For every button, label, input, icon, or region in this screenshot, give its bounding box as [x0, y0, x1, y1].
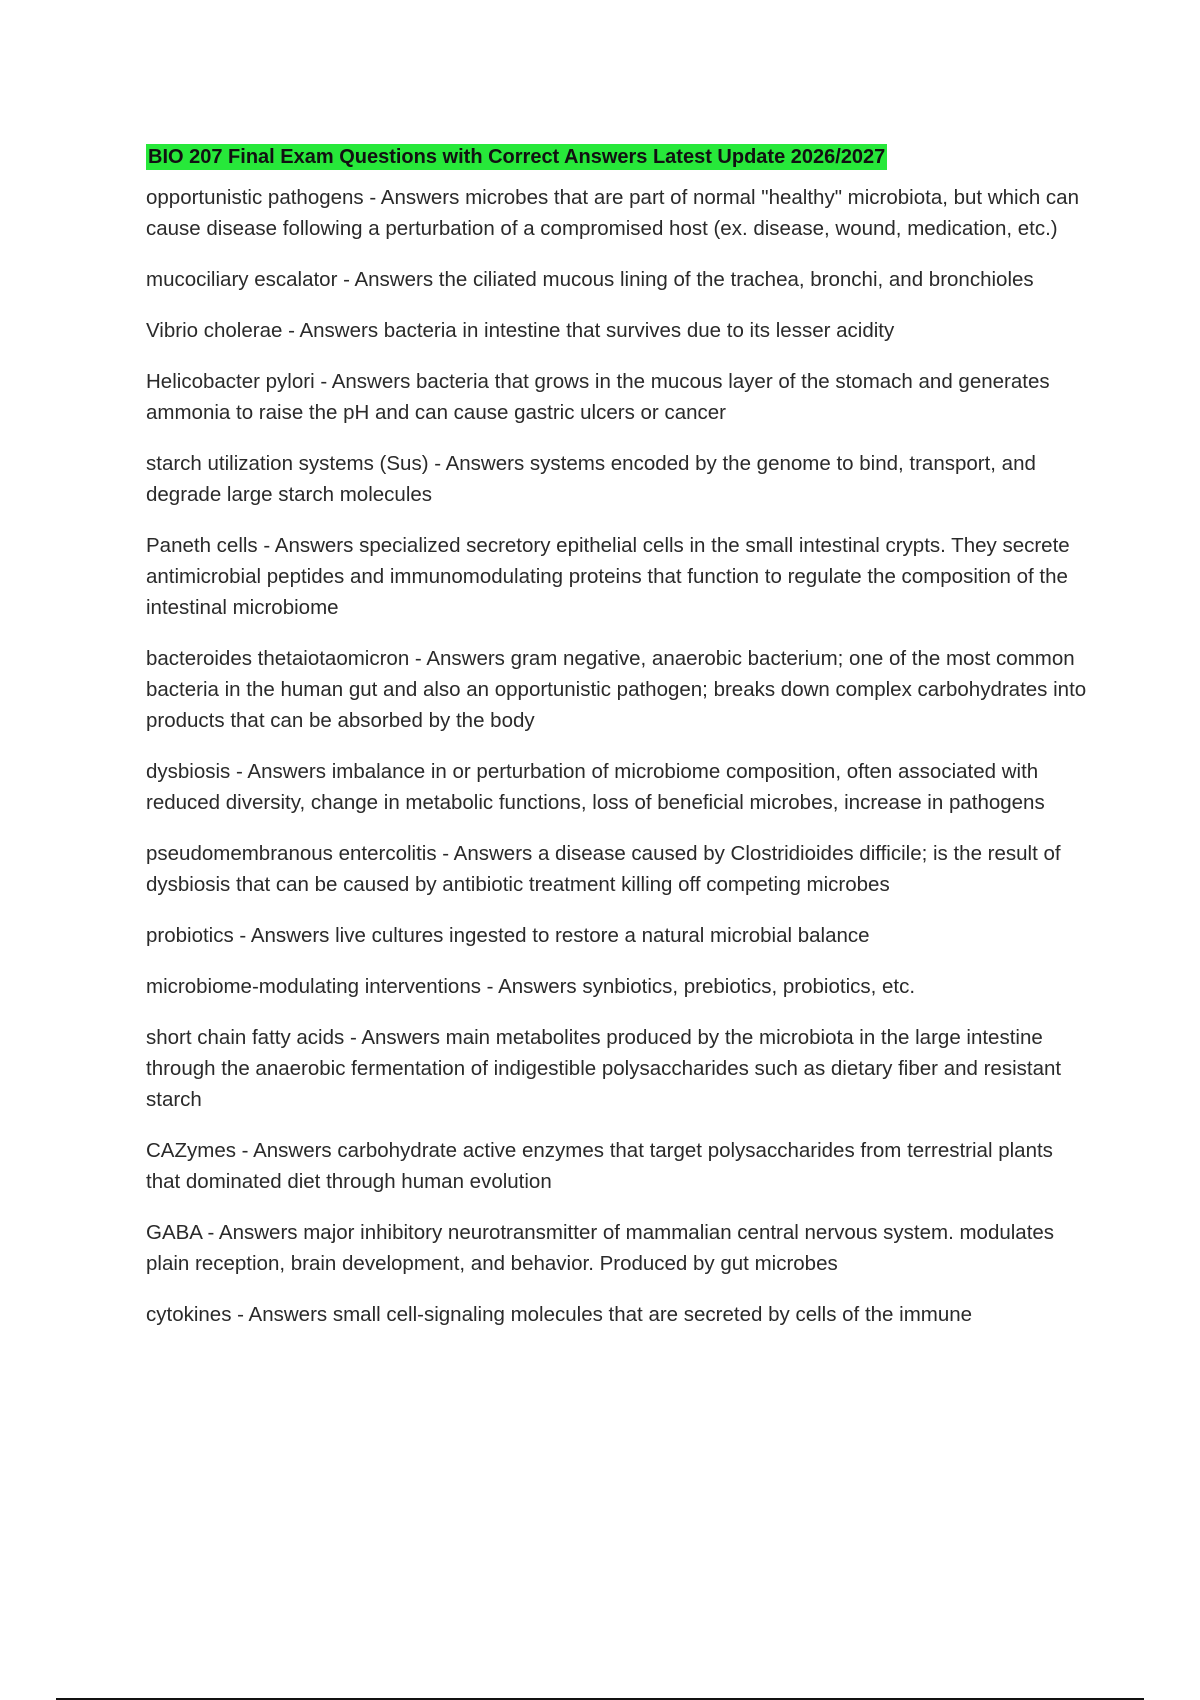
entry-gaba: GABA - Answers major inhibitory neurotransmitter of mammalian central nervous system. modulates plain reception, brain development, and behavior. Produced by gut microbes	[146, 1221, 1055, 1275]
entry-bacteroides-thetaiotaomicron: bacteroides thetaiotaomicron - Answers gram negative, anaerobic bacterium; one of the most common bacteria in the human gut and also an opportunistic pathogen; breaks down complex carbohydrates into products that can be absorbed by the body	[146, 647, 1087, 732]
entry-microbiome-modulating-interventions: microbiome-modulating interventions - Answers synbiotics, prebiotics, probiotics, etc.	[146, 975, 916, 998]
document-body	[146, 144, 1090, 1330]
entry-dysbiosis: dysbiosis - Answers imbalance in or perturbation of microbiome composition, often associated with reduced diversity, change in metabolic functions, loss of beneficial microbes, increase in pathogens	[146, 760, 1045, 814]
entry-pseudomembranous-entercolitis: pseudomembranous entercolitis - Answers a disease caused by Clostridioides difficile; is the result of dysbiosis that can be caused by antibiotic treatment killing off competing microbes	[146, 842, 1061, 896]
entry-cazymes: CAZymes - Answers carbohydrate active enzymes that target polysaccharides from terrestrial plants that dominated diet through human evolution	[146, 1139, 1053, 1193]
entry-helicobacter-pylori: Helicobacter pylori - Answers bacteria that grows in the mucous layer of the stomach and generates ammonia to raise the pH and can cause gastric ulcers or cancer	[146, 370, 1050, 424]
entry-cytokines: cytokines - Answers small cell-signaling molecules that are secreted by cells of the immune	[146, 1303, 973, 1326]
entry-mucociliary-escalator: mucociliary escalator - Answers the ciliated mucous lining of the trachea, bronchi, and bronchioles	[146, 268, 1034, 291]
entry-starch-utilization-systems: starch utilization systems (Sus) - Answers systems encoded by the genome to bind, transport, and degrade large starch molecules	[146, 452, 1036, 506]
entry-paneth-cells: Paneth cells - Answers specialized secretory epithelial cells in the small intestinal crypts. They secrete antimicrobial peptides and immunomodulating proteins that function to regulate the composition of the intestinal microbiome	[146, 534, 1070, 619]
entry-vibrio-cholerae: Vibrio cholerae - Answers bacteria in intestine that survives due to its lesser acidity	[146, 319, 895, 342]
document-title: BIO 207 Final Exam Questions with Correct Answers Latest Update 2026/2027	[148, 146, 886, 168]
entry-probiotics: probiotics - Answers live cultures ingested to restore a natural microbial balance	[146, 924, 870, 947]
entry-short-chain-fatty-acids: short chain fatty acids - Answers main metabolites produced by the microbiota in the large intestine through the anaerobic fermentation of indigestible polysaccharides such as dietary fiber and resistant starch	[146, 1026, 1062, 1111]
entry-opportunistic-pathogens: opportunistic pathogens - Answers microbes that are part of normal "healthy" microbiota, but which can cause disease following a perturbation of a compromised host (ex. disease, wound, medication, etc.)	[146, 186, 1079, 240]
